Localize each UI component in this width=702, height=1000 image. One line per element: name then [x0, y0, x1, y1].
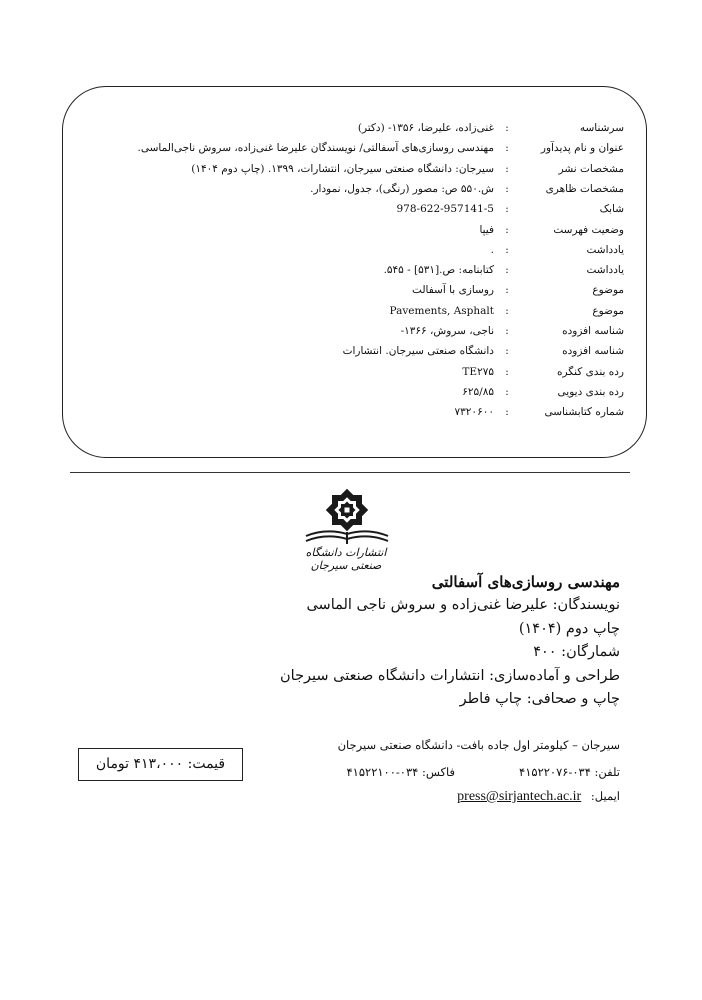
- cip-row: [63, 160, 646, 178]
- cip-colon: :: [505, 365, 509, 378]
- cip-value: 978-622-957141-5: [396, 203, 494, 216]
- cip-row: [63, 302, 646, 320]
- cip-colon: :: [505, 304, 509, 317]
- book-edition: چاپ دوم (۱۴۰۴): [518, 620, 620, 637]
- cip-label: یادداشت: [586, 264, 624, 277]
- book-imprint: [60, 570, 620, 712]
- cip-row: [63, 281, 646, 299]
- cip-label: عنوان و نام پدیدآور: [540, 142, 624, 155]
- cip-label: مشخصات نشر: [558, 162, 624, 175]
- cip-label: شابک: [599, 203, 624, 216]
- cip-value: TE۲۷۵: [462, 365, 494, 378]
- cip-row: [63, 180, 646, 198]
- cip-value: ش.۵۵۰ ص: مصور (رنگی)، جدول، نمودار.: [310, 182, 494, 195]
- cip-row: [63, 200, 646, 218]
- cip-colon: :: [505, 385, 509, 398]
- cip-row: [63, 363, 646, 381]
- cip-colon: :: [505, 325, 509, 337]
- cip-colon: :: [505, 345, 509, 358]
- cip-colon: :: [505, 264, 509, 277]
- book-print-run: شمارگان: ۴۰۰: [533, 644, 620, 660]
- cip-row: [63, 342, 646, 360]
- cip-value: کتابنامه: ص.[۵۳۱] - ۵۴۵.: [383, 264, 494, 277]
- cip-label: شناسه افزوده: [562, 345, 624, 358]
- cip-value: روسازی با آسفالت: [412, 284, 494, 297]
- cip-row: [63, 139, 646, 157]
- cip-value: ناجی، سروش، ۱۳۶۶-: [400, 325, 494, 337]
- cip-value: Pavements, Asphalt: [389, 304, 494, 317]
- cip-value: دانشگاه صنعتی سیرجان. انتشارات: [342, 345, 494, 358]
- cip-label: شناسه افزوده: [562, 325, 624, 337]
- cip-label: موضوع: [592, 284, 624, 297]
- separator-line: [70, 472, 630, 473]
- cip-row: [63, 221, 646, 239]
- book-title: مهندسی روسازی‌های آسفالتی: [431, 573, 620, 591]
- book-design: طراحی و آماده‌سازی: انتشارات دانشگاه صنعتی سیرجان: [280, 667, 620, 684]
- cip-colon: :: [505, 182, 509, 195]
- cip-label: موضوع: [592, 304, 624, 317]
- publisher-logo-caption: انتشارات دانشگاه صنعتی سیرجان: [305, 546, 387, 572]
- cip-colon: :: [505, 243, 509, 256]
- cip-value: سیرجان: دانشگاه صنعتی سیرجان، انتشارات، ۱۳۹۹. (چاپ دوم ۱۴۰۴): [191, 162, 494, 175]
- cip-label: رده بندی کنگره: [556, 365, 624, 378]
- email-row: [457, 786, 620, 807]
- phone-number: تلفن: ۰۳۴-۴۱۵۲۲۰۷۶: [519, 765, 620, 779]
- cip-colon: :: [505, 162, 509, 175]
- book-authors: نویسندگان: علیرضا غنی‌زاده و سروش ناجی الماسی: [306, 597, 620, 613]
- email-label: ایمیل:: [590, 789, 620, 803]
- price-box: قیمت: ۴۱۳،۰۰۰ تومان: [78, 748, 243, 781]
- cip-colon: :: [505, 203, 509, 216]
- cip-record-box: [62, 86, 647, 458]
- cip-row: [63, 383, 646, 401]
- cip-label: شماره کتابشناسی: [544, 406, 624, 419]
- cip-value: مهندسی روسازی‌های آسفالتی/ نویسندگان علیرضا غنی‌زاده، سروش ناجی‌الماسی.: [137, 142, 494, 155]
- cip-value: فیپا: [479, 223, 494, 236]
- cip-row: [63, 322, 646, 340]
- cip-colon: :: [505, 223, 509, 236]
- cip-row: [63, 403, 646, 421]
- cip-label: وضعیت فهرست: [553, 223, 624, 236]
- email-link[interactable]: press@sirjantech.ac.ir: [457, 789, 582, 804]
- cip-value: غنی‌زاده، علیرضا، ۱۳۵۶- (دکتر): [357, 122, 494, 134]
- cip-label: مشخصات ظاهری: [545, 182, 624, 195]
- book-printing: چاپ و صحافی: چاپ فاطر: [459, 691, 620, 707]
- publisher-address: سیرجان – کیلومتر اول جاده بافت- دانشگاه صنعتی سیرجان: [337, 738, 620, 752]
- cip-label: سرشناسه: [579, 122, 624, 134]
- cip-value: .: [490, 243, 494, 256]
- cip-row: [63, 241, 646, 259]
- fax-number: فاکس: ۰۳۴-۴۱۵۲۲۱۰۰: [346, 765, 455, 779]
- cip-value: ۶۲۵/۸۵: [462, 385, 494, 398]
- cip-value: ۷۳۲۰۶۰۰: [454, 406, 494, 419]
- cip-colon: :: [505, 284, 509, 297]
- cip-label: رده بندی دیویی: [557, 385, 624, 398]
- cip-row: [63, 119, 646, 137]
- cip-colon: :: [505, 122, 509, 134]
- cip-row: [63, 261, 646, 279]
- cip-colon: :: [505, 142, 509, 155]
- cip-colon: :: [505, 406, 509, 419]
- cip-label: یادداشت: [586, 243, 624, 256]
